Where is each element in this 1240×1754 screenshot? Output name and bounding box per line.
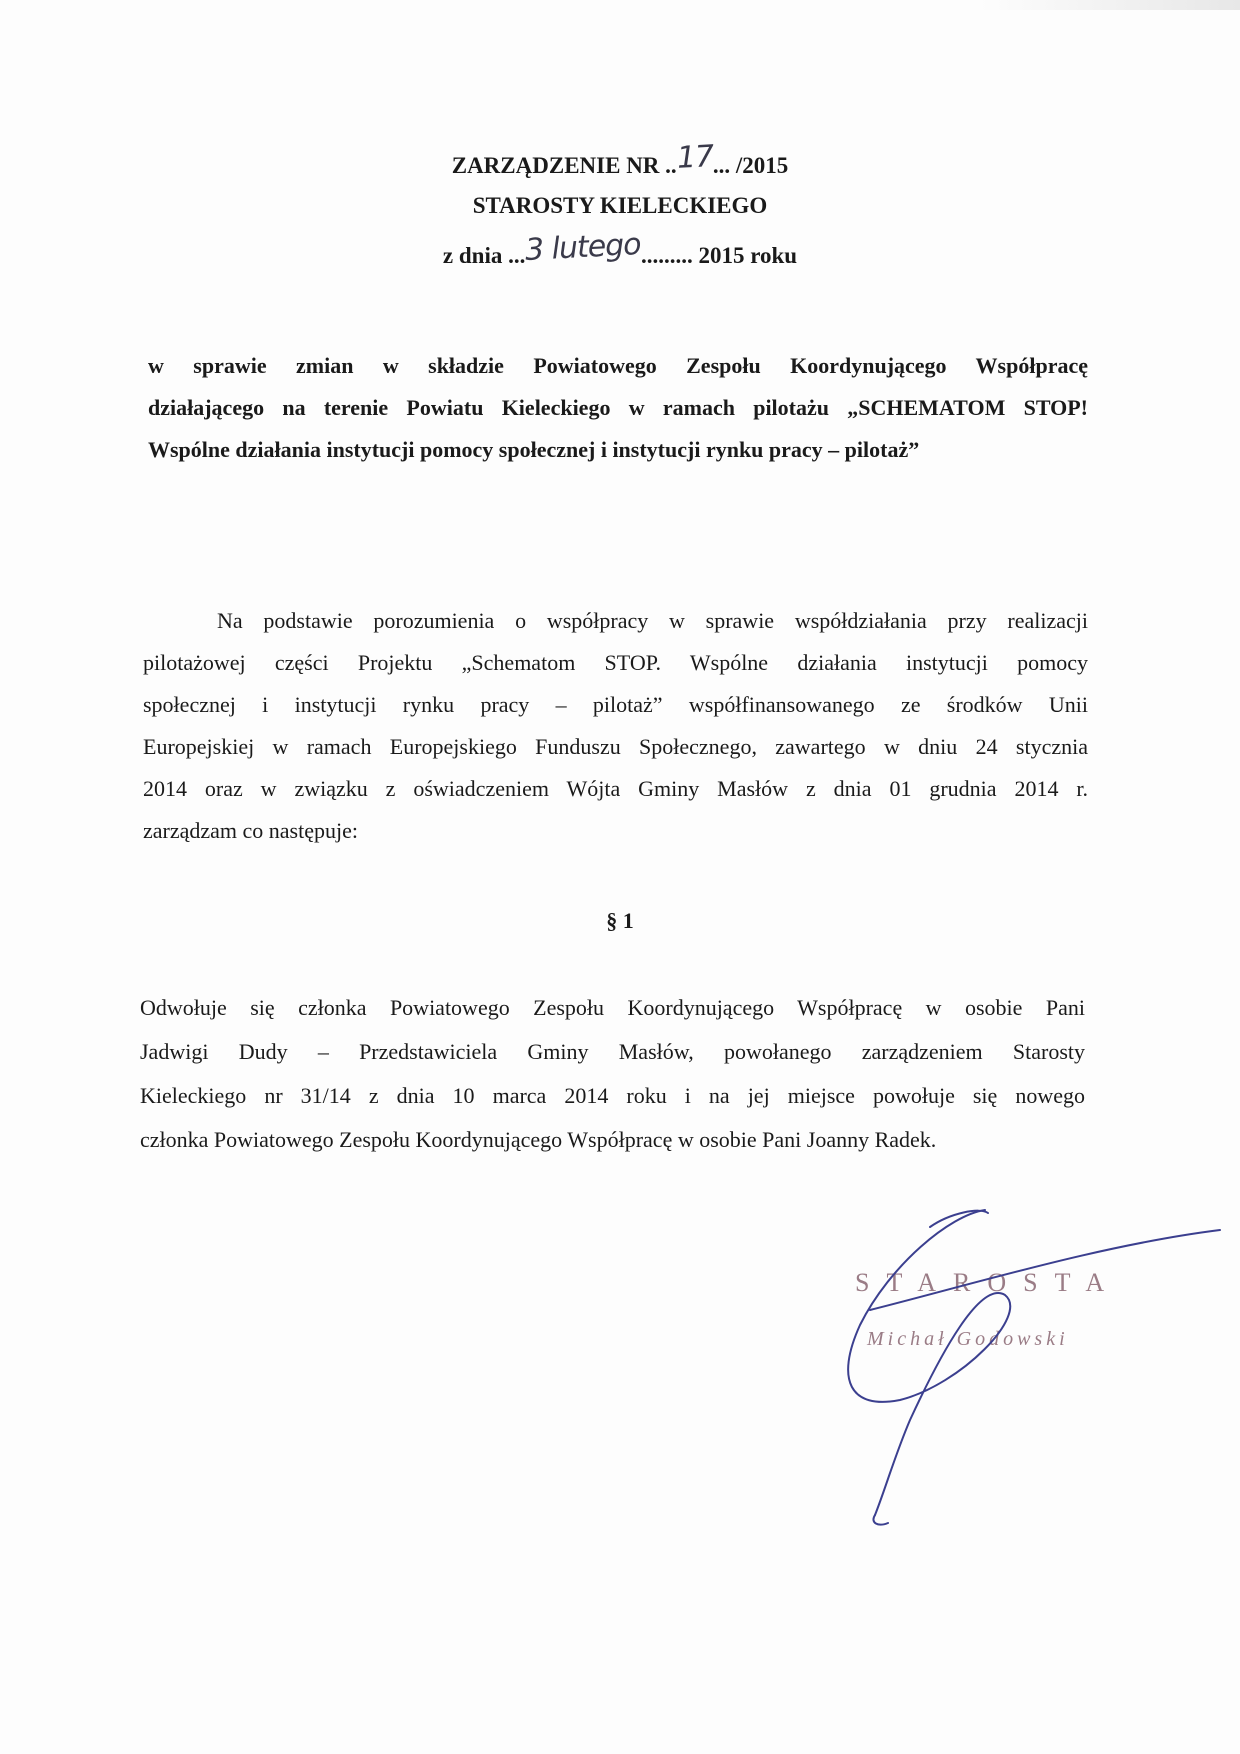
signature-loop (848, 1210, 1010, 1515)
signature-flourish (870, 1230, 1220, 1310)
decision-line-1: Odwołuje się członka Powiatowego Zespołu Koordynującego Współpracę w osobie Pani (140, 995, 1085, 1020)
title-prefix: ZARZĄDZENIE NR .. (451, 153, 677, 178)
document-issuer: STAROSTY KIELECKIEGO (472, 193, 768, 218)
scan-edge-shadow (980, 0, 1240, 10)
basis-line-1: Na podstawie porozumienia o współpracy w sprawie współdziałania przy realizacji (217, 608, 1088, 633)
decision-line-2: Jadwigi Dudy – Przedstawiciela Gminy Masłów, powołanego zarządzeniem Starosty (140, 1039, 1085, 1064)
legal-basis-paragraph (143, 600, 1088, 852)
decision-line-3: Kieleckiego nr 31/14 z dnia 10 marca 2014 roku i na jej miejsce powołuje się nowego (140, 1083, 1085, 1108)
document-date (0, 226, 1240, 271)
subject-line-1: w sprawie zmian w składzie Powiatowego Zespołu Koordynującego Współpracę (148, 353, 1088, 378)
decision-paragraph (140, 986, 1085, 1162)
signature-tail (873, 1515, 888, 1525)
handwritten-signature (830, 1205, 1230, 1535)
basis-line-3: społecznej i instytucji rynku pracy – pilotaż” współfinansowanego ze środków Unii (143, 692, 1088, 717)
subject-line-2: działającego na terenie Powiatu Kieleckiego w ramach pilotażu „SCHEMATOM STOP! (148, 395, 1088, 420)
basis-line-4: Europejskiej w ramach Europejskiego Funduszu Społecznego, zawartego w dniu 24 stycznia (143, 734, 1088, 759)
section-mark: § 1 (606, 908, 634, 933)
subject-line-3: Wspólne działania instytucji pomocy społecznej i instytucji rynku pracy – pilotaż” (148, 437, 920, 462)
stamp-title: STAROSTA (855, 1268, 1122, 1297)
subject-block (148, 345, 1088, 471)
title-number-handwritten: 17 (675, 139, 714, 176)
date-prefix: z dnia ... (442, 243, 526, 268)
basis-line-5: 2014 oraz w związku z oświadczeniem Wójta Gminy Masłów z dnia 01 grudnia 2014 r. (143, 776, 1088, 801)
title-suffix: ... /2015 (712, 153, 789, 178)
date-handwritten: 3 lutego (524, 226, 642, 269)
date-suffix: ......... 2015 roku (640, 243, 798, 268)
document-title (0, 139, 1240, 181)
stamp-name: Michał Godowski (867, 1328, 1069, 1350)
basis-line-2: pilotażowej części Projektu „Schematom STOP. Wspólne działania instytucji pomocy (143, 650, 1088, 675)
decision-line-4: członka Powiatowego Zespołu Koordynującego Współpracę w osobie Pani Joanny Radek. (140, 1127, 937, 1152)
basis-line-6: zarządzam co następuje: (143, 818, 358, 843)
